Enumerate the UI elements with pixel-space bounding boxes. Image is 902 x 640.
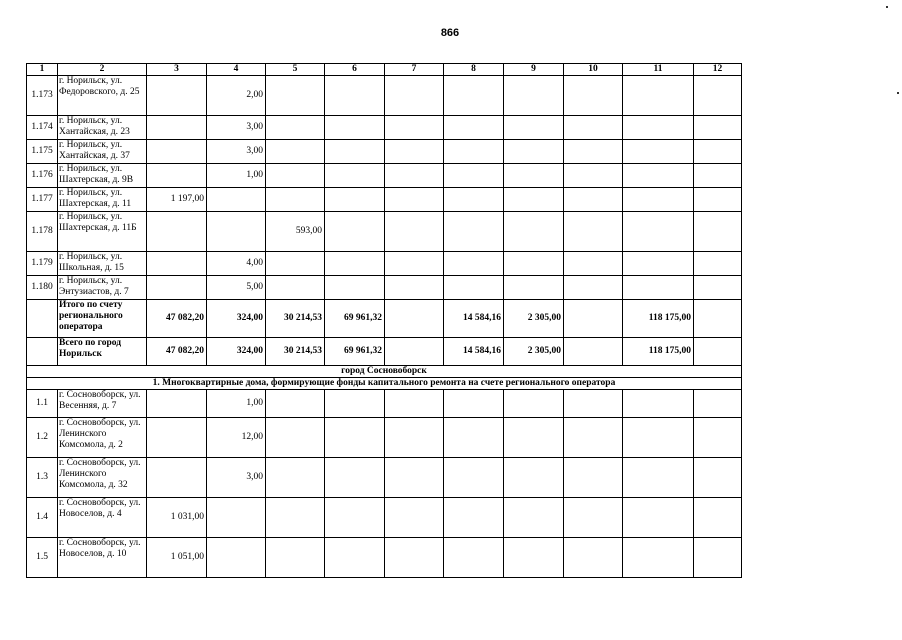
table-row <box>27 390 742 418</box>
value-cell-c3 <box>147 212 207 252</box>
value-cell-c7 <box>385 140 444 164</box>
value-cell-c12 <box>694 116 742 140</box>
section-heading-row <box>27 378 742 390</box>
value-cell-c3 <box>147 116 207 140</box>
value-cell-c5 <box>266 164 325 188</box>
city-heading: город Сосновоборск <box>27 366 742 378</box>
value-cell-c11 <box>623 164 694 188</box>
total-value-c10 <box>564 338 623 366</box>
value-cell-c11 <box>623 276 694 300</box>
total-label: Всего по город Норильск <box>58 338 147 366</box>
value-cell-c12 <box>694 538 742 578</box>
address-cell: г. Норильск, ул. Шахтерская, д. 9В <box>58 164 147 188</box>
column-number-cell: 11 <box>623 64 694 76</box>
value-cell-c4 <box>207 538 266 578</box>
value-cell-c12 <box>694 140 742 164</box>
value-cell-c11 <box>623 252 694 276</box>
value-cell-c4 <box>207 188 266 212</box>
row-number: 1.175 <box>27 140 58 164</box>
address-cell: г. Сосновоборск, ул. Ленинского Комсомола, д. 32 <box>58 458 147 498</box>
value-cell-c10 <box>564 276 623 300</box>
total-value-c6: 69 961,32 <box>325 300 385 338</box>
total-value-c11: 118 175,00 <box>623 338 694 366</box>
value-cell-c3: 1 031,00 <box>147 498 207 538</box>
value-cell-c8 <box>444 498 504 538</box>
row-number: 1.179 <box>27 252 58 276</box>
row-number: 1.2 <box>27 418 58 458</box>
address-cell: г. Сосновоборск, ул. Ленинского Комсомола, д. 2 <box>58 418 147 458</box>
value-cell-c11 <box>623 140 694 164</box>
value-cell-c12 <box>694 390 742 418</box>
row-number: 1.180 <box>27 276 58 300</box>
value-cell-c6 <box>325 188 385 212</box>
value-cell-c4: 3,00 <box>207 116 266 140</box>
value-cell-c7 <box>385 538 444 578</box>
value-cell-c7 <box>385 188 444 212</box>
address-cell: г. Норильск, ул. Хантайская, д. 23 <box>58 116 147 140</box>
value-cell-c9 <box>504 116 564 140</box>
total-value-c12 <box>694 338 742 366</box>
value-cell-c8 <box>444 164 504 188</box>
table-row <box>27 188 742 212</box>
value-cell-c9 <box>504 458 564 498</box>
value-cell-c3: 1 051,00 <box>147 538 207 578</box>
value-cell-c10 <box>564 188 623 212</box>
section-heading: 1. Многоквартирные дома, формирующие фонды капитального ремонта на счете регионального оператора <box>27 378 742 390</box>
value-cell-c4 <box>207 212 266 252</box>
value-cell-c3 <box>147 76 207 116</box>
row-number: 1.1 <box>27 390 58 418</box>
row-number: 1.3 <box>27 458 58 498</box>
value-cell-c5 <box>266 276 325 300</box>
value-cell-c9 <box>504 188 564 212</box>
value-cell-c6 <box>325 116 385 140</box>
value-cell-c6 <box>325 538 385 578</box>
value-cell-c6 <box>325 140 385 164</box>
value-cell-c8 <box>444 418 504 458</box>
value-cell-c3 <box>147 252 207 276</box>
value-cell-c12 <box>694 188 742 212</box>
total-value-c6: 69 961,32 <box>325 338 385 366</box>
table-row <box>27 458 742 498</box>
value-cell-c10 <box>564 458 623 498</box>
value-cell-c11 <box>623 188 694 212</box>
column-number-cell: 10 <box>564 64 623 76</box>
value-cell-c5 <box>266 252 325 276</box>
value-cell-c4: 1,00 <box>207 164 266 188</box>
value-cell-c11 <box>623 212 694 252</box>
value-cell-c7 <box>385 164 444 188</box>
value-cell-c7 <box>385 498 444 538</box>
table-row <box>27 76 742 116</box>
value-cell-c9 <box>504 76 564 116</box>
value-cell-c7 <box>385 390 444 418</box>
total-value-c10 <box>564 300 623 338</box>
city-heading-row <box>27 366 742 378</box>
value-cell-c4: 3,00 <box>207 458 266 498</box>
value-cell-c5 <box>266 116 325 140</box>
value-cell-c11 <box>623 76 694 116</box>
column-number-cell: 7 <box>385 64 444 76</box>
value-cell-c10 <box>564 390 623 418</box>
table-body <box>27 64 742 578</box>
value-cell-c6 <box>325 76 385 116</box>
row-number: 1.176 <box>27 164 58 188</box>
value-cell-c7 <box>385 252 444 276</box>
value-cell-c7 <box>385 458 444 498</box>
value-cell-c10 <box>564 498 623 538</box>
scan-speck <box>897 92 899 94</box>
value-cell-c4: 3,00 <box>207 140 266 164</box>
value-cell-c3 <box>147 458 207 498</box>
address-cell: г. Норильск, ул. Энтузиастов, д. 7 <box>58 276 147 300</box>
value-cell-c8 <box>444 76 504 116</box>
row-number: 1.173 <box>27 76 58 116</box>
value-cell-c6 <box>325 164 385 188</box>
value-cell-c12 <box>694 212 742 252</box>
value-cell-c12 <box>694 252 742 276</box>
total-value-c7 <box>385 338 444 366</box>
value-cell-c9 <box>504 418 564 458</box>
value-cell-c8 <box>444 188 504 212</box>
row-number: 1.174 <box>27 116 58 140</box>
value-cell-c10 <box>564 76 623 116</box>
total-value-c5: 30 214,53 <box>266 338 325 366</box>
value-cell-c6 <box>325 390 385 418</box>
total-value-c12 <box>694 300 742 338</box>
value-cell-c5 <box>266 498 325 538</box>
address-cell: г. Сосновоборск, ул. Новоселов, д. 4 <box>58 498 147 538</box>
total-value-c8: 14 584,16 <box>444 338 504 366</box>
value-cell-c7 <box>385 418 444 458</box>
value-cell-c9 <box>504 212 564 252</box>
table-row <box>27 498 742 538</box>
value-cell-c6 <box>325 418 385 458</box>
value-cell-c6 <box>325 212 385 252</box>
value-cell-c11 <box>623 390 694 418</box>
value-cell-c3 <box>147 276 207 300</box>
column-number-cell: 2 <box>58 64 147 76</box>
total-value-c5: 30 214,53 <box>266 300 325 338</box>
value-cell-c8 <box>444 390 504 418</box>
column-number-cell: 12 <box>694 64 742 76</box>
value-cell-c4 <box>207 498 266 538</box>
value-cell-c12 <box>694 276 742 300</box>
value-cell-c5 <box>266 390 325 418</box>
scan-speck <box>886 6 888 8</box>
value-cell-c12 <box>694 164 742 188</box>
page-number: 866 <box>440 27 460 39</box>
table-row <box>27 164 742 188</box>
value-cell-c12 <box>694 418 742 458</box>
value-cell-c7 <box>385 212 444 252</box>
value-cell-c8 <box>444 276 504 300</box>
value-cell-c12 <box>694 498 742 538</box>
value-cell-c6 <box>325 252 385 276</box>
value-cell-c10 <box>564 212 623 252</box>
value-cell-c10 <box>564 164 623 188</box>
row-number: 1.5 <box>27 538 58 578</box>
row-number: 1.4 <box>27 498 58 538</box>
total-value-c9: 2 305,00 <box>504 338 564 366</box>
total-value-c8: 14 584,16 <box>444 300 504 338</box>
value-cell-c12 <box>694 76 742 116</box>
total-label: Итого по счету регионального оператора <box>58 300 147 338</box>
address-cell: г. Норильск, ул. Школьная, д. 15 <box>58 252 147 276</box>
value-cell-c3 <box>147 390 207 418</box>
data-table <box>26 63 742 578</box>
column-number-cell: 1 <box>27 64 58 76</box>
address-cell: г. Норильск, ул. Хантайская, д. 37 <box>58 140 147 164</box>
value-cell-c5 <box>266 140 325 164</box>
total-value-c3: 47 082,20 <box>147 338 207 366</box>
row-number <box>27 338 58 366</box>
address-cell: г. Сосновоборск, ул. Новоселов, д. 10 <box>58 538 147 578</box>
value-cell-c11 <box>623 538 694 578</box>
value-cell-c5 <box>266 458 325 498</box>
value-cell-c9 <box>504 140 564 164</box>
total-value-c4: 324,00 <box>207 300 266 338</box>
value-cell-c11 <box>623 116 694 140</box>
column-number-cell: 3 <box>147 64 207 76</box>
address-cell: г. Норильск, ул. Шахтерская, д. 11 <box>58 188 147 212</box>
value-cell-c4: 5,00 <box>207 276 266 300</box>
value-cell-c11 <box>623 458 694 498</box>
value-cell-c8 <box>444 458 504 498</box>
value-cell-c6 <box>325 458 385 498</box>
value-cell-c12 <box>694 458 742 498</box>
address-cell: г. Норильск, ул. Федоровского, д. 25 <box>58 76 147 116</box>
column-number-cell: 5 <box>266 64 325 76</box>
value-cell-c5 <box>266 76 325 116</box>
value-cell-c6 <box>325 498 385 538</box>
value-cell-c3 <box>147 140 207 164</box>
table-row <box>27 252 742 276</box>
value-cell-c4: 1,00 <box>207 390 266 418</box>
value-cell-c8 <box>444 140 504 164</box>
row-number <box>27 300 58 338</box>
column-number-cell: 8 <box>444 64 504 76</box>
value-cell-c9 <box>504 276 564 300</box>
table-row <box>27 212 742 252</box>
value-cell-c9 <box>504 538 564 578</box>
address-cell: г. Норильск, ул. Шахтерская, д. 11Б <box>58 212 147 252</box>
value-cell-c10 <box>564 252 623 276</box>
table-row <box>27 276 742 300</box>
value-cell-c5 <box>266 418 325 458</box>
value-cell-c10 <box>564 418 623 458</box>
value-cell-c11 <box>623 498 694 538</box>
value-cell-c4: 2,00 <box>207 76 266 116</box>
value-cell-c9 <box>504 498 564 538</box>
value-cell-c6 <box>325 276 385 300</box>
value-cell-c4: 12,00 <box>207 418 266 458</box>
value-cell-c10 <box>564 140 623 164</box>
row-number: 1.178 <box>27 212 58 252</box>
value-cell-c9 <box>504 252 564 276</box>
value-cell-c4: 4,00 <box>207 252 266 276</box>
column-number-cell: 9 <box>504 64 564 76</box>
value-cell-c9 <box>504 164 564 188</box>
column-number-row <box>27 64 742 76</box>
address-cell: г. Сосновоборск, ул. Весенняя, д. 7 <box>58 390 147 418</box>
total-value-c3: 47 082,20 <box>147 300 207 338</box>
total-value-c11: 118 175,00 <box>623 300 694 338</box>
value-cell-c9 <box>504 390 564 418</box>
value-cell-c7 <box>385 116 444 140</box>
total-value-c7 <box>385 300 444 338</box>
value-cell-c5 <box>266 188 325 212</box>
value-cell-c7 <box>385 76 444 116</box>
table-row <box>27 538 742 578</box>
value-cell-c5: 593,00 <box>266 212 325 252</box>
total-row <box>27 338 742 366</box>
value-cell-c7 <box>385 276 444 300</box>
value-cell-c11 <box>623 418 694 458</box>
value-cell-c3 <box>147 418 207 458</box>
value-cell-c8 <box>444 252 504 276</box>
column-number-cell: 6 <box>325 64 385 76</box>
table-row <box>27 418 742 458</box>
table-row <box>27 140 742 164</box>
value-cell-c8 <box>444 116 504 140</box>
value-cell-c3 <box>147 164 207 188</box>
column-number-cell: 4 <box>207 64 266 76</box>
value-cell-c3: 1 197,00 <box>147 188 207 212</box>
value-cell-c10 <box>564 116 623 140</box>
row-number: 1.177 <box>27 188 58 212</box>
total-value-c4: 324,00 <box>207 338 266 366</box>
value-cell-c8 <box>444 212 504 252</box>
table-row <box>27 116 742 140</box>
total-row <box>27 300 742 338</box>
total-value-c9: 2 305,00 <box>504 300 564 338</box>
value-cell-c8 <box>444 538 504 578</box>
value-cell-c10 <box>564 538 623 578</box>
value-cell-c5 <box>266 538 325 578</box>
